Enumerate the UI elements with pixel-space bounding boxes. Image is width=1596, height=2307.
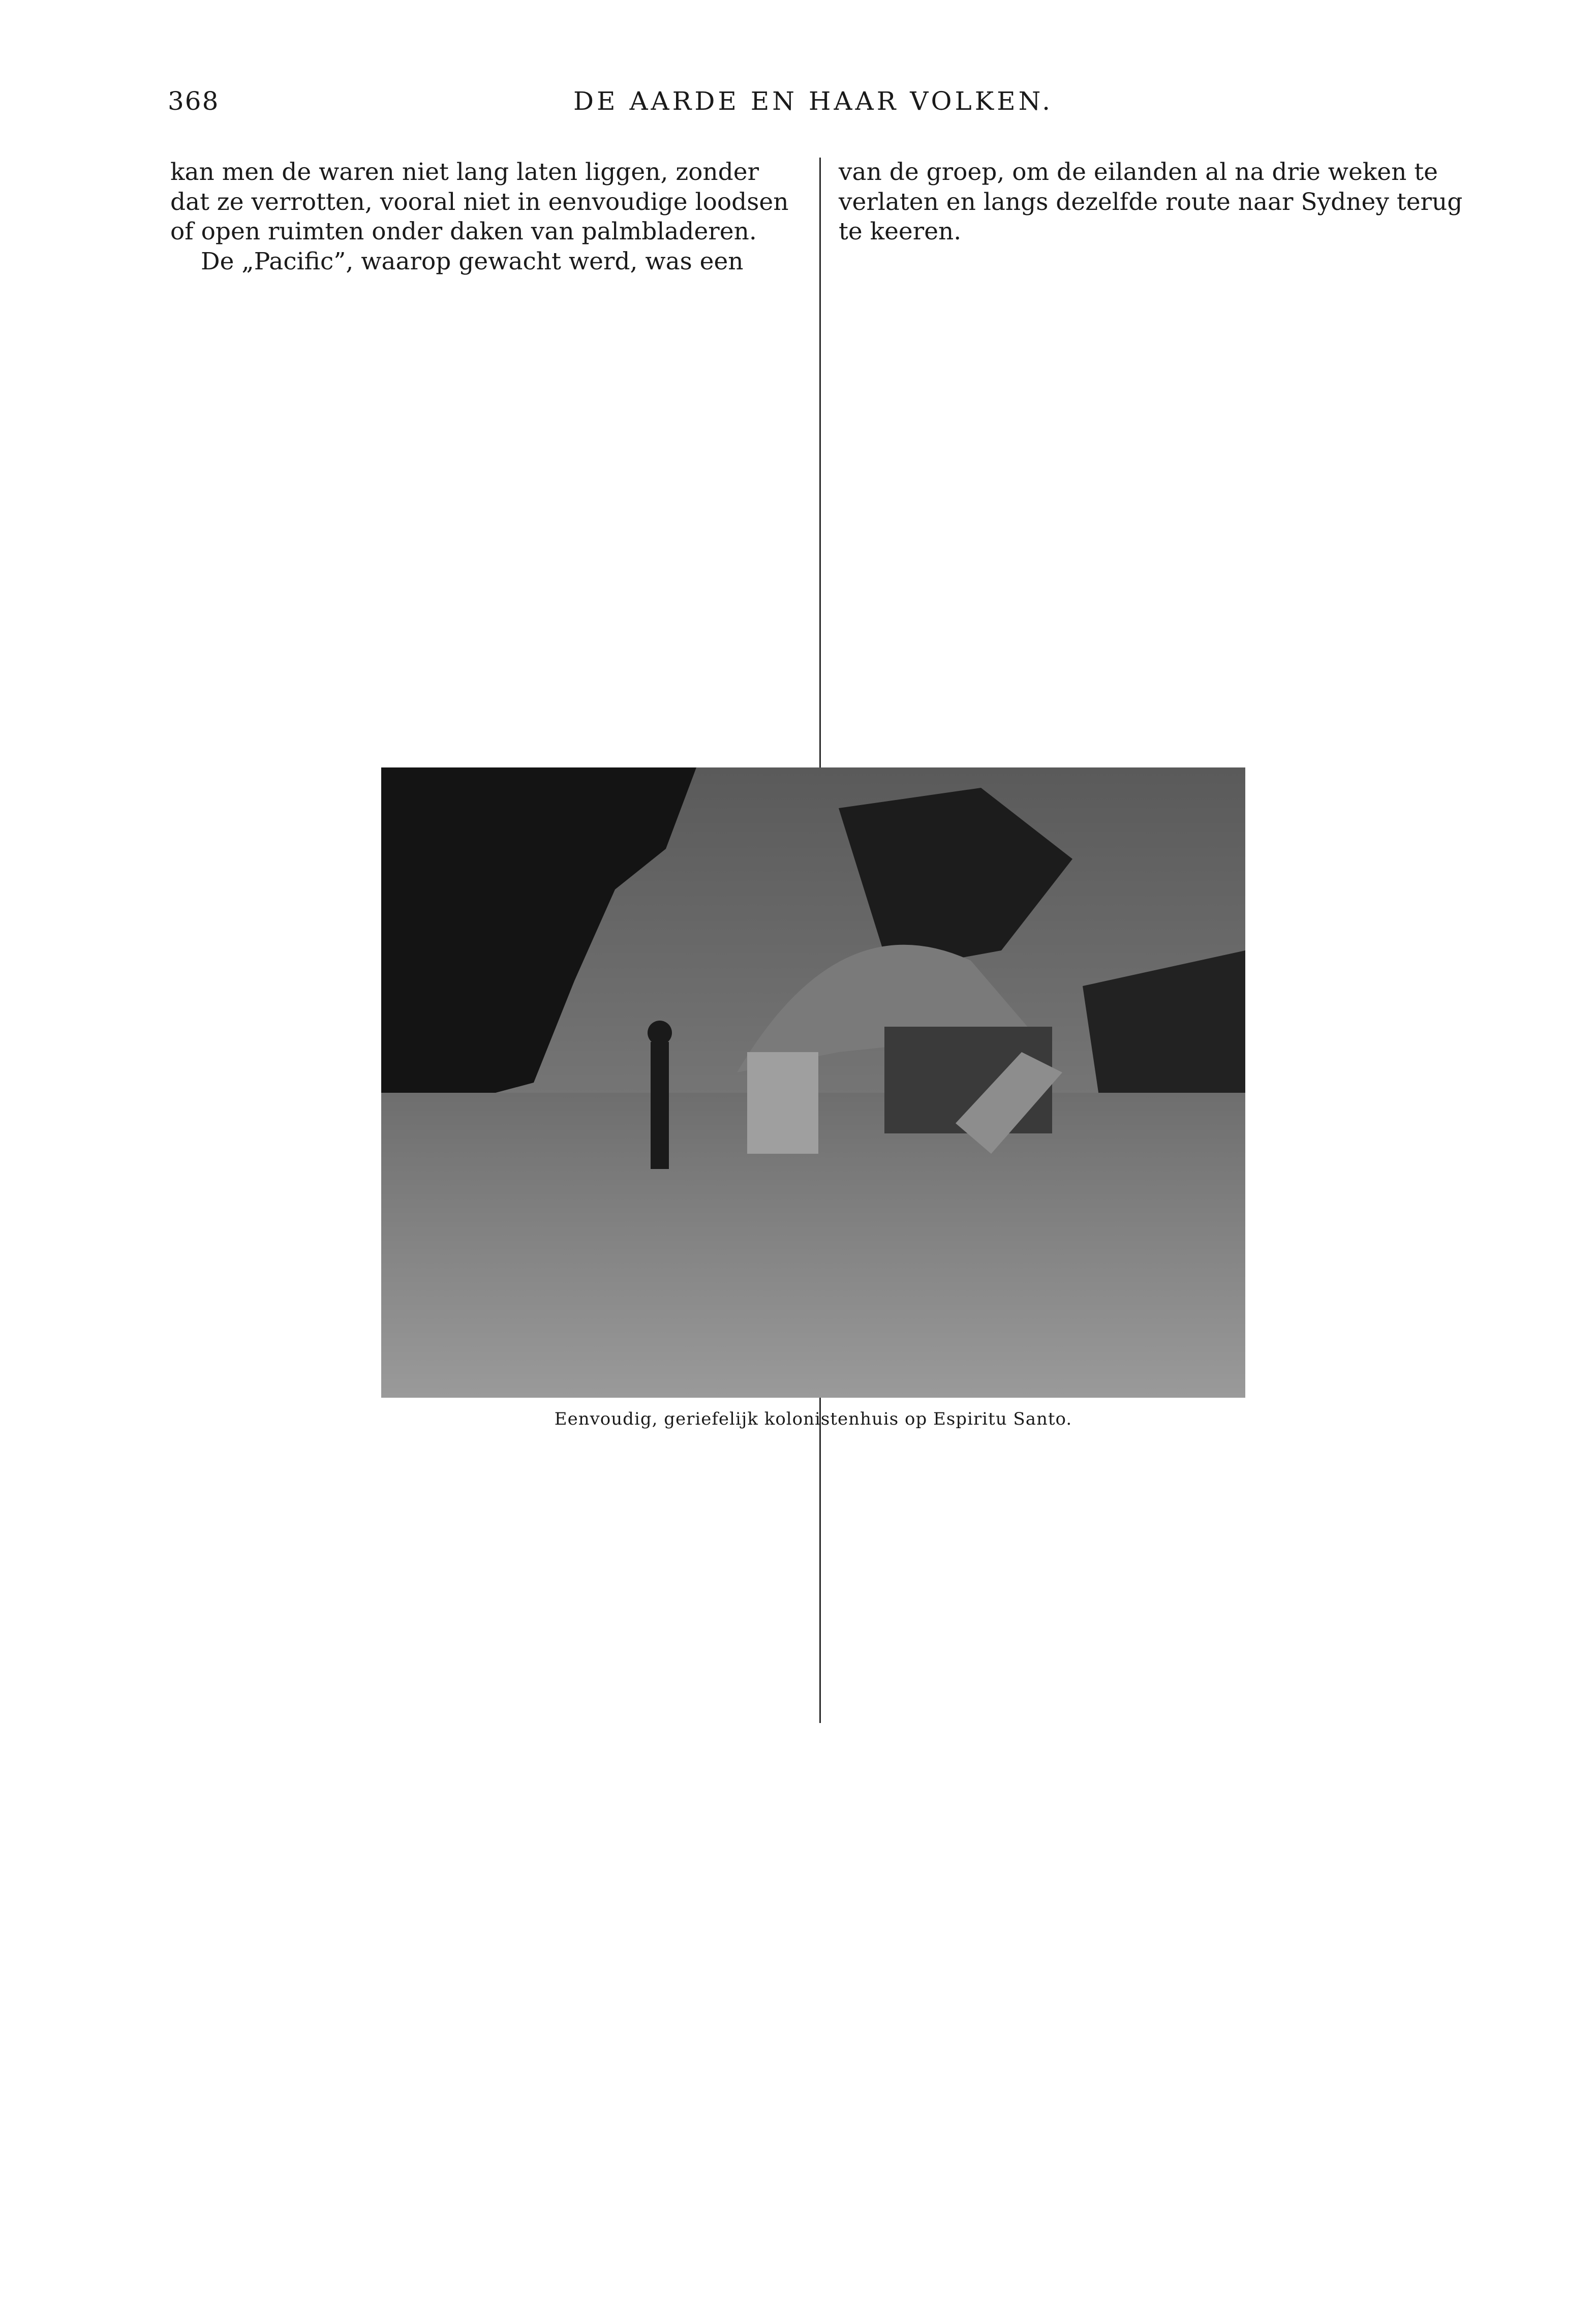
left-line-3: of open ruimten onder daken van palmbladeren. xyxy=(170,218,757,245)
left-line-2: dat ze verrotten, vooral niet in eenvoudige loodsen xyxy=(170,188,789,216)
left-column xyxy=(170,158,803,276)
right-line-1: van de groep, om de eilanden al na drie weken te xyxy=(839,158,1438,186)
running-title: DE AARDE EN HAAR VOLKEN. xyxy=(573,86,1054,116)
colonist-hut-photo xyxy=(381,767,1245,1398)
page-number: 368 xyxy=(168,86,220,116)
photo-caption: Eenvoudig, geriefelijk kolonistenhuis op Espiritu Santo. xyxy=(554,1409,1072,1429)
right-line-2: verlaten en langs dezelfde route naar Sydney terug xyxy=(839,188,1463,216)
page-header xyxy=(168,86,1459,122)
right-line-3: te keeren. xyxy=(839,218,962,245)
figure xyxy=(381,767,1245,1429)
right-column xyxy=(839,158,1469,247)
left-paragraph-2-start: De „Pacific”, waarop gewacht werd, was een xyxy=(201,247,744,275)
left-line-1: kan men de waren niet lang laten liggen, zonder xyxy=(170,158,759,186)
